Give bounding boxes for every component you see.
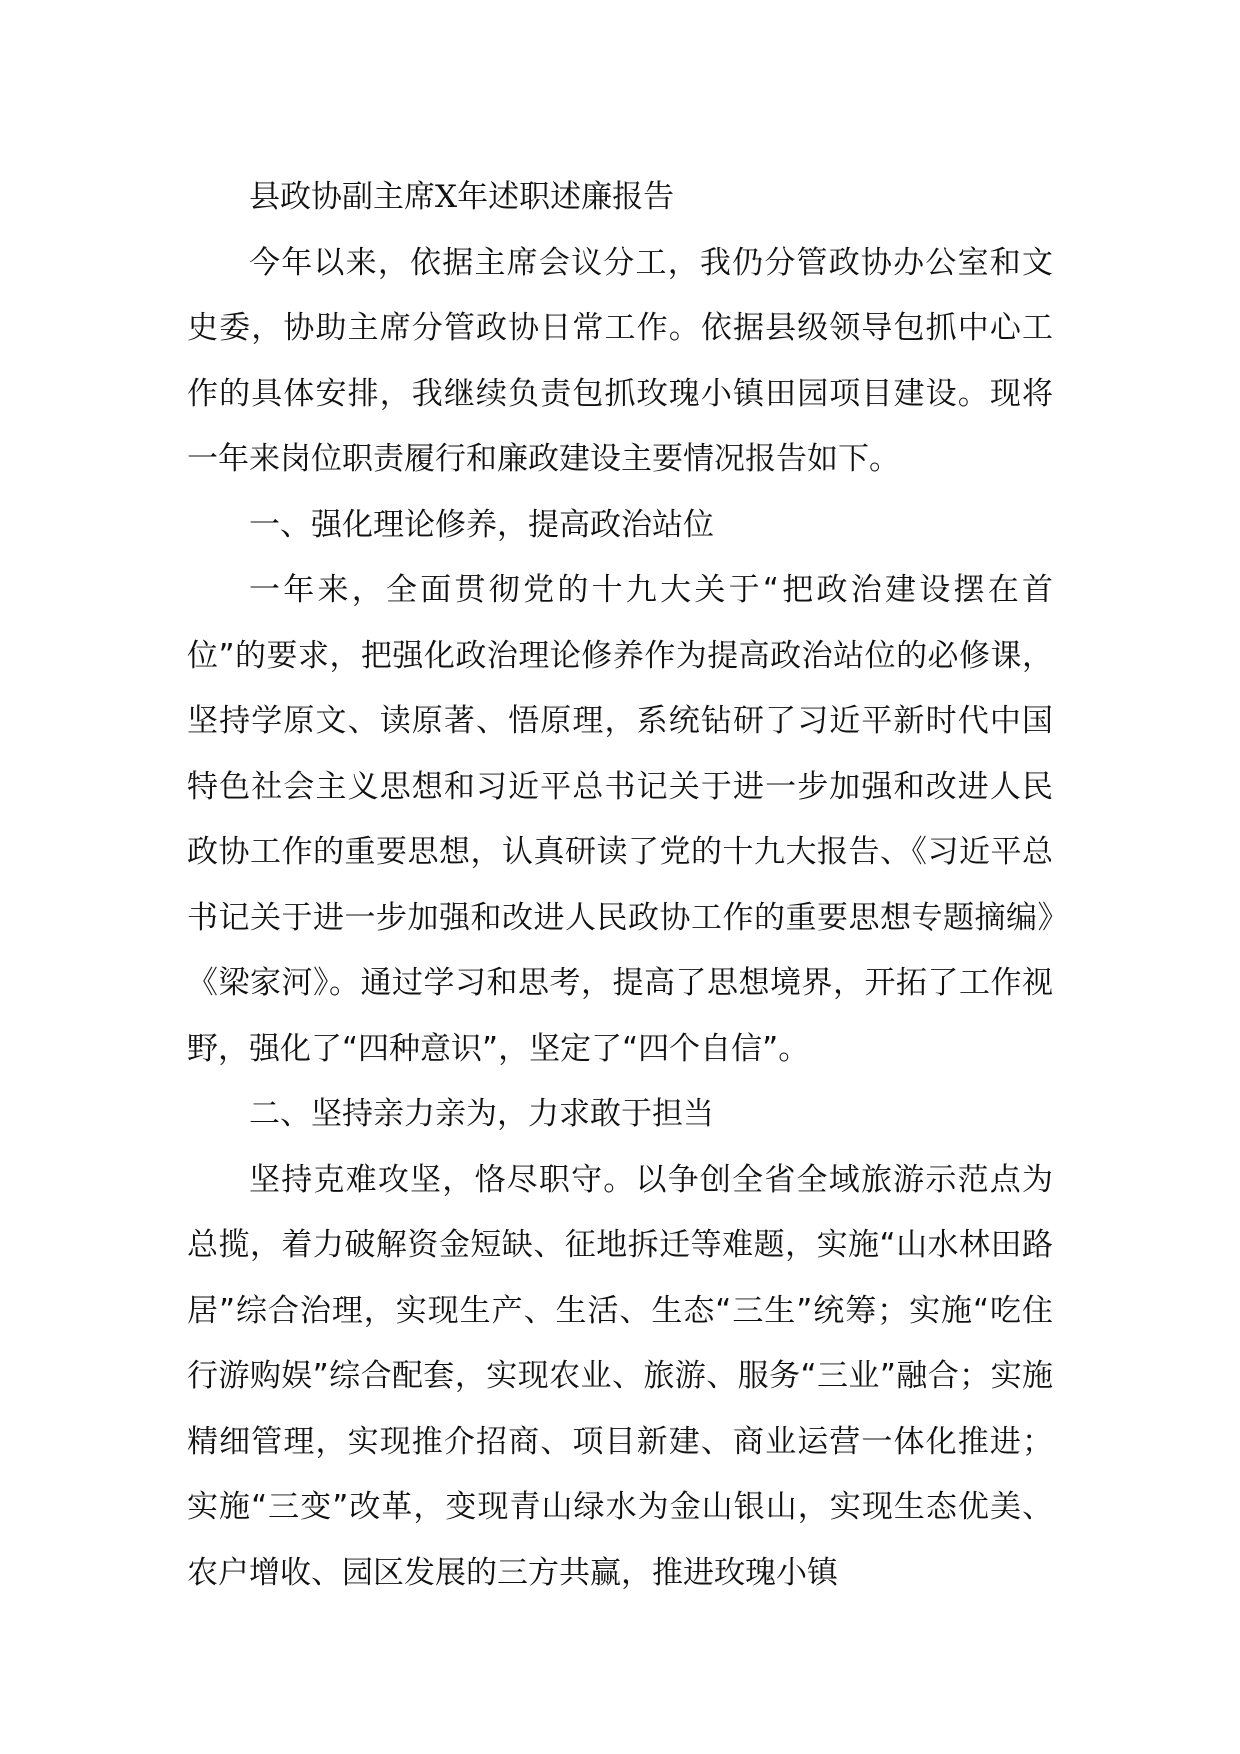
paragraph-intro: 今年以来，依据主席会议分工，我仍分管政协办公室和文史委，协助主席分管政协日常工作。依据县级领导包抓中心工作的具体安排，我继续负责包抓玫瑰小镇田园项目建设。现将一年来岗位职责履行和廉政建设主要情况报告如下。 bbox=[187, 244, 1053, 477]
paragraph-section-2: 坚持克难攻坚，恪尽职守。以争创全省全域旅游示范点为总揽，着力破解资金短缺、征地拆迁等难题，实施“山水林田路居”综合治理，实现生产、生活、生态“三生”统筹；实施“吃住行游购娱”综合配套，实现农业、旅游、服务“三业”融合；实施精细管理，实现推介招商、项目新建、商业运营一体化推进；实施“三变”改革，变现青山绿水为金山银山，实现生态优美、农户增收、园区发展的三方共赢，推进玫瑰小镇 bbox=[187, 1161, 1053, 1591]
section-heading-1: 一、强化理论修养，提高政治站位 bbox=[249, 506, 714, 543]
document-title: 县政协副主席X年述职述廉报告 bbox=[249, 179, 675, 215]
paragraph-section-1: 一年来，全面贯彻党的十九大关于“把政治建设摆在首位”的要求，把强化政治理论修养作为提高政治站位的必修课，坚持学原文、读原著、悟原理，系统钻研了习近平新时代中国特色社会主义思想和习近平总书记关于进一步加强和改进人民政协工作的重要思想，认真研读了党的十九大报告、《习近平总书记关于进一步加强和改进人民政协工作的重要思想专题摘编》《梁家河》。通过学习和思考，提高了思想境界，开拓了工作视野，强化了“四种意识”，坚定了“四个自信”。 bbox=[187, 572, 1053, 1067]
section-heading-2: 二、坚持亲力亲为，力求敢于担当 bbox=[249, 1096, 714, 1132]
document-body bbox=[187, 165, 1053, 1606]
